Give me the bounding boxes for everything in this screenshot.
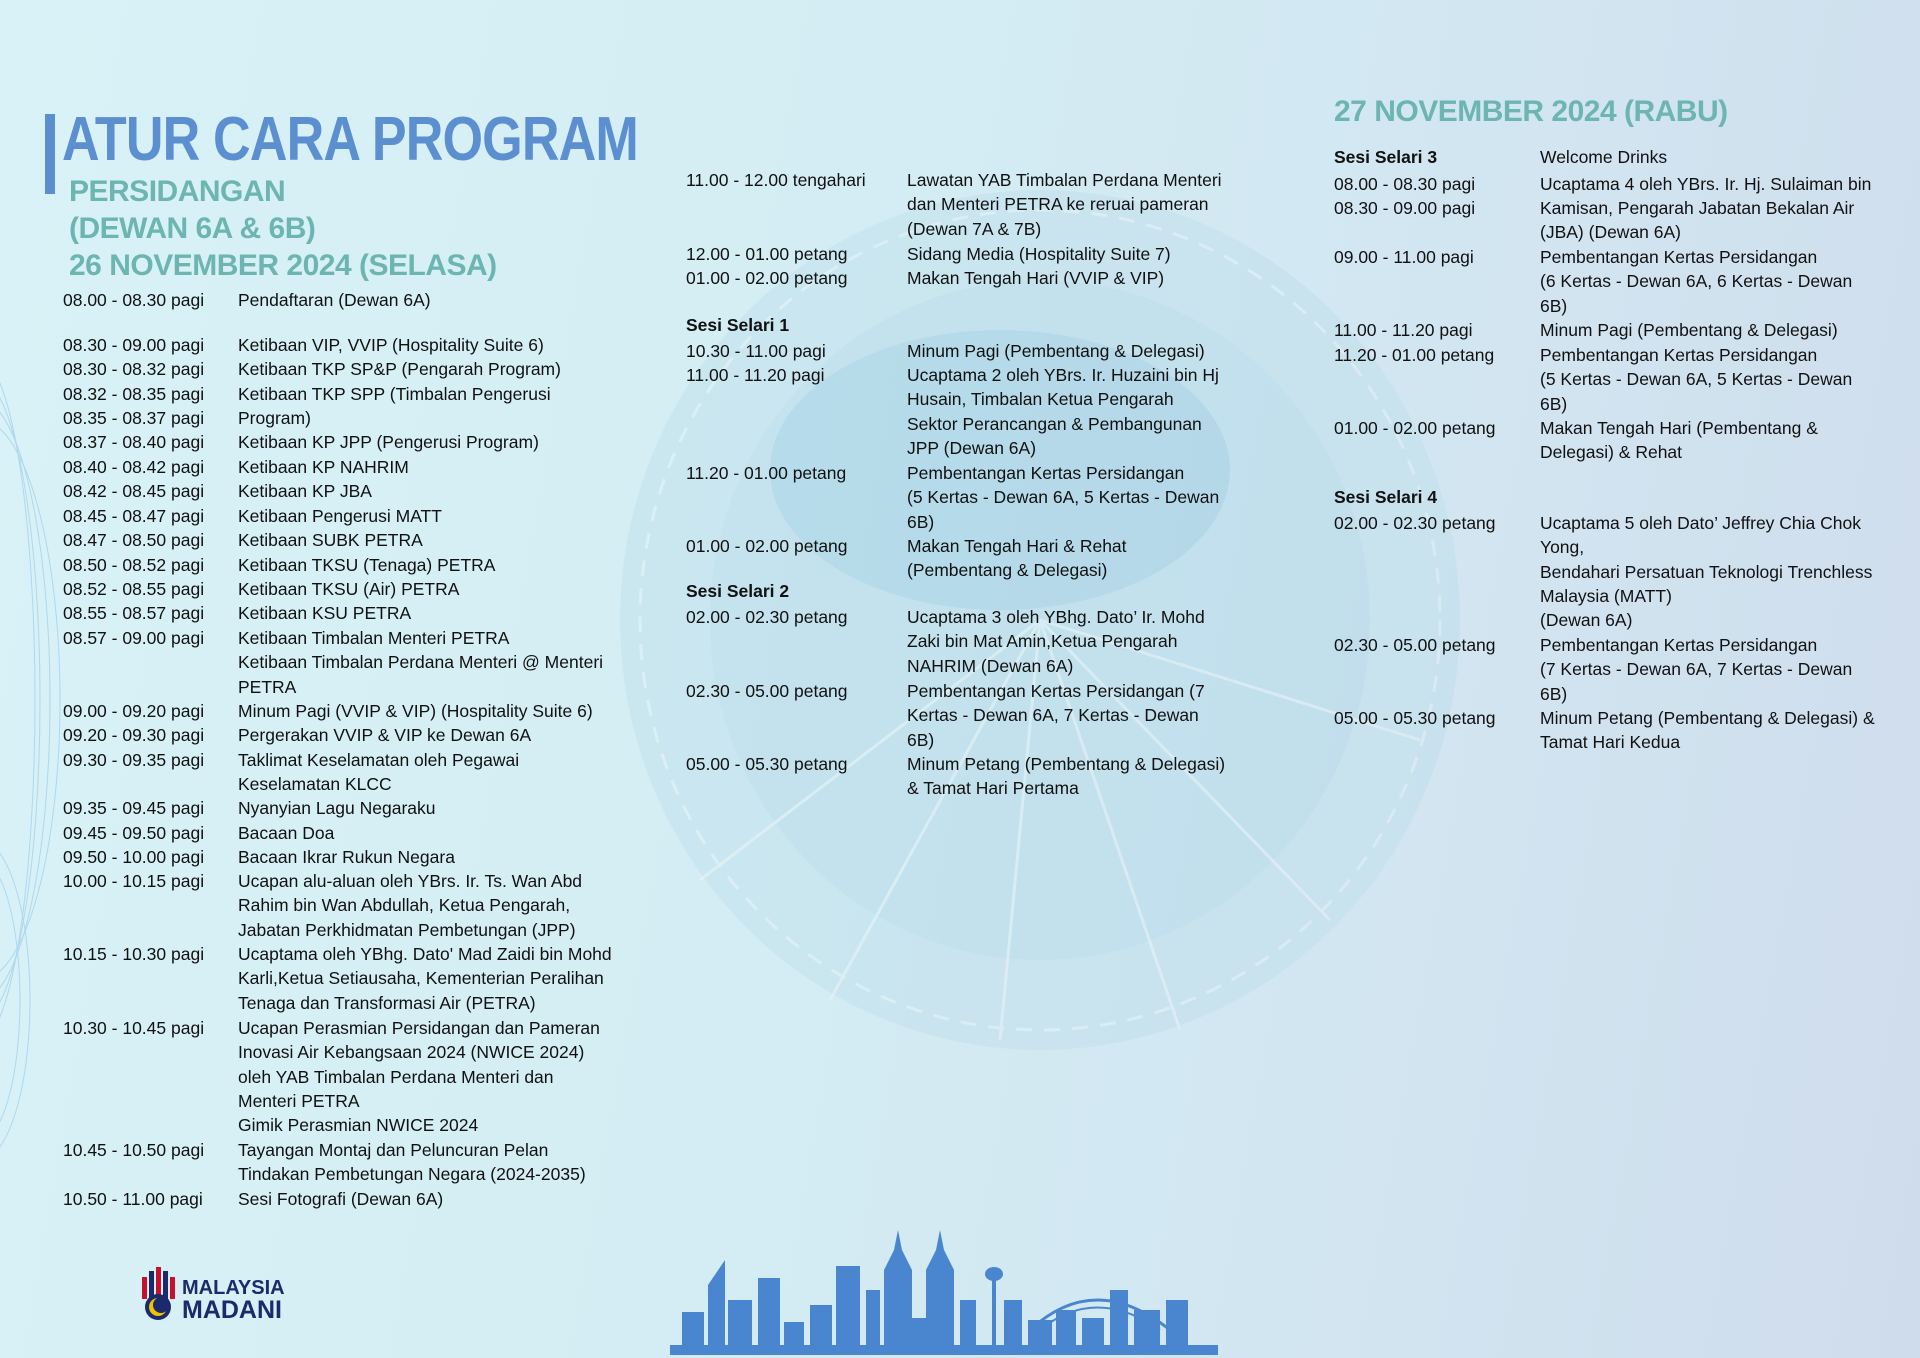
time-slot: 02.30 - 05.00 petang [1334,635,1496,655]
time-slot: 10.15 - 10.30 pagi [63,944,205,964]
time-slot: 01.00 - 02.00 petang [686,536,848,556]
time-slot: 08.47 - 08.50 pagi [63,530,205,550]
activity-text: Lawatan YAB Timbalan Perdana Menteri dan Menteri PETRA ke reruai pameran (Dewan 7A & 7B) [907,170,1222,239]
logo-text-madani: MADANI [182,1296,282,1324]
activity-text: Ketibaan SUBK PETRA [238,530,423,550]
time-slot: 08.57 - 09.00 pagi [63,628,205,648]
activity-text: Pergerakan VVIP & VIP ke Dewan 6A [238,725,532,745]
malaysia-madani-logo [140,1263,300,1323]
subtitle-persidangan: PERSIDANGAN [69,175,286,208]
activity-text: Bacaan Ikrar Rukun Negara [238,847,455,867]
activity-text: Ketibaan Pengerusi MATT [238,506,442,526]
activity-text: Ucaptama 5 oleh Dato’ Jeffrey Chia Chok Yong, Bendahari Persatuan Teknologi Trenchless Malaysia (MATT) (Dewan 6A) [1540,513,1873,631]
activity-text: Ketibaan Timbalan Menteri PETRA Ketibaan Timbalan Perdana Menteri @ Menteri PETRA [238,628,604,697]
activity-text: Pembentangan Kertas Persidangan (5 Kertas - Dewan 6A, 5 Kertas - Dewan 6B) [1540,345,1853,414]
activity-text: Minum Petang (Pembentang & Delegasi) & Tamat Hari Pertama [907,754,1226,799]
activity-text: Ketibaan VIP, VVIP (Hospitality Suite 6) [238,335,544,355]
time-slot: 09.30 - 09.35 pagi [63,750,205,770]
kl-skyline-graphic [670,1230,1218,1355]
time-slot: 11.20 - 01.00 petang [1334,345,1495,365]
activity-text: Makan Tengah Hari (VVIP & VIP) [907,268,1165,288]
time-slot: 01.00 - 02.00 petang [686,268,848,288]
time-slot: 08.30 - 08.32 pagi [63,359,205,379]
day1-date-heading: 26 NOVEMBER 2024 (SELASA) [69,249,497,282]
activity-text: Ketibaan TKP SPP (Timbalan Pengerusi [238,384,551,404]
activity-text: Ucapan Perasmian Persidangan dan Pameran Inovasi Air Kebangsaan 2024 (NWICE 2024) oleh YAB Timbalan Perdana Menteri dan Menteri PETRA Gimik Perasmian NWICE 2024 [238,1018,600,1136]
time-slot: 05.00 - 05.30 petang [1334,708,1496,728]
session-heading: Sesi Selari 3 [1334,147,1438,167]
time-slot: 09.35 - 09.45 pagi [63,798,205,818]
activity-text: Sidang Media (Hospitality Suite 7) [907,244,1171,264]
activity-text: Ucaptama 3 oleh YBhg. Dato’ Ir. Mohd Zaki bin Mat Amin,Ketua Pengarah NAHRIM (Dewan 6A) [907,607,1205,676]
time-slot: 08.42 - 08.45 pagi [63,481,205,501]
activity-text: Nyanyian Lagu Negaraku [238,798,436,818]
time-slot: 09.45 - 09.50 pagi [63,823,205,843]
time-slot: 09.00 - 09.20 pagi [63,701,205,721]
time-slot: 09.00 - 11.00 pagi [1334,247,1474,267]
activity-text: Kamisan, Pengarah Jabatan Bekalan Air (JBA) (Dewan 6A) [1540,198,1855,243]
time-slot: 11.00 - 11.20 pagi [1334,320,1473,340]
subtitle-venue: (DEWAN 6A & 6B) [69,212,316,245]
time-slot: 08.00 - 08.30 pagi [1334,174,1476,194]
time-slot: 10.50 - 11.00 pagi [63,1189,203,1209]
time-slot: 08.45 - 08.47 pagi [63,506,205,526]
activity-text: Makan Tengah Hari & Rehat (Pembentang & Delegasi) [907,536,1127,581]
time-slot: 11.00 - 12.00 tengahari [686,170,866,190]
activity-text: Pendaftaran (Dewan 6A) [238,290,431,310]
logo-text-malaysia: MALAYSIA [182,1277,285,1299]
activity-text: Program) [238,408,311,428]
title-accent-bar [45,114,55,194]
activity-text: Pembentangan Kertas Persidangan (7 Kertas - Dewan 6A, 7 Kertas - Dewan 6B) [907,681,1205,750]
activity-text: Minum Pagi (Pembentang & Delegasi) [907,341,1205,361]
activity-text: Tayangan Montaj dan Peluncuran Pelan Tindakan Pembetungan Negara (2024-2035) [238,1140,586,1185]
time-slot: 08.30 - 09.00 pagi [63,335,205,355]
madani-emblem-icon [140,1263,180,1323]
activity-text: Ketibaan TKSU (Tenaga) PETRA [238,555,496,575]
activity-text: Minum Pagi (VVIP & VIP) (Hospitality Suite 6) [238,701,593,721]
time-slot: 08.40 - 08.42 pagi [63,457,205,477]
session-heading: Sesi Selari 2 [686,581,790,601]
activity-text: Ketibaan TKSU (Air) PETRA [238,579,460,599]
time-slot: 08.50 - 08.52 pagi [63,555,205,575]
activity-text: Minum Petang (Pembentang & Delegasi) & Tamat Hari Kedua [1540,708,1875,753]
time-slot: 08.37 - 08.40 pagi [63,432,205,452]
time-slot: 10.00 - 10.15 pagi [63,871,205,891]
activity-text: Pembentangan Kertas Persidangan (5 Kertas - Dewan 6A, 5 Kertas - Dewan 6B) [907,463,1220,532]
time-slot: 02.00 - 02.30 petang [686,607,848,627]
time-slot: 02.30 - 05.00 petang [686,681,848,701]
activity-text: Welcome Drinks [1540,147,1668,167]
time-slot: 08.00 - 08.30 pagi [63,290,205,310]
session-heading: Sesi Selari 1 [686,315,790,335]
time-slot: 11.00 - 11.20 pagi [686,365,825,385]
page-title: ATUR CARA PROGRAM [62,105,638,174]
activity-text: Ucaptama 2 oleh YBrs. Ir. Huzaini bin Hj Husain, Timbalan Ketua Pengarah Sektor Perancangan & Pembangunan JPP (Dewan 6A) [907,365,1219,458]
session-heading: Sesi Selari 4 [1334,487,1438,507]
time-slot: 05.00 - 05.30 petang [686,754,848,774]
activity-text: Bacaan Doa [238,823,335,843]
activity-text: Ketibaan TKP SP&P (Pengarah Program) [238,359,561,379]
activity-text: Ucapan alu-aluan oleh YBrs. Ir. Ts. Wan Abd Rahim bin Wan Abdullah, Ketua Pengarah, Jabatan Perkhidmatan Pembetungan (JPP) [238,871,583,940]
time-slot: 10.30 - 10.45 pagi [63,1018,205,1038]
activity-text: Taklimat Keselamatan oleh Pegawai Keselamatan KLCC [238,750,520,795]
activity-text: Sesi Fotografi (Dewan 6A) [238,1189,444,1209]
time-slot: 09.50 - 10.00 pagi [63,847,205,867]
time-slot: 02.00 - 02.30 petang [1334,513,1496,533]
activity-text: Ucaptama 4 oleh YBrs. Ir. Hj. Sulaiman bin [1540,174,1872,194]
day2-date-heading: 27 NOVEMBER 2024 (RABU) [1334,95,1728,128]
time-slot: 08.55 - 08.57 pagi [63,603,205,623]
time-slot: 10.30 - 11.00 pagi [686,341,826,361]
activity-text: Pembentangan Kertas Persidangan (7 Kertas - Dewan 6A, 7 Kertas - Dewan 6B) [1540,635,1853,704]
time-slot: 12.00 - 01.00 petang [686,244,848,264]
activity-text: Ketibaan KP JBA [238,481,372,501]
time-slot: 10.45 - 10.50 pagi [63,1140,205,1160]
activity-text: Makan Tengah Hari (Pembentang & Delegasi) & Rehat [1540,418,1818,463]
activity-text: Ucaptama oleh YBhg. Dato' Mad Zaidi bin Mohd Karli,Ketua Setiausaha, Kementerian Peralihan Tenaga dan Transformasi Air (PETRA) [238,944,612,1013]
activity-text: Ketibaan KP JPP (Pengerusi Program) [238,432,539,452]
time-slot: 01.00 - 02.00 petang [1334,418,1496,438]
time-slot: 08.35 - 08.37 pagi [63,408,205,428]
time-slot: 09.20 - 09.30 pagi [63,725,205,745]
activity-text: Ketibaan KP NAHRIM [238,457,409,477]
activity-text: Ketibaan KSU PETRA [238,603,412,623]
time-slot: 08.32 - 08.35 pagi [63,384,205,404]
activity-text: Pembentangan Kertas Persidangan (6 Kertas - Dewan 6A, 6 Kertas - Dewan 6B) [1540,247,1853,316]
activity-text: Minum Pagi (Pembentang & Delegasi) [1540,320,1838,340]
time-slot: 08.30 - 09.00 pagi [1334,198,1476,218]
time-slot: 08.52 - 08.55 pagi [63,579,205,599]
time-slot: 11.20 - 01.00 petang [686,463,847,483]
